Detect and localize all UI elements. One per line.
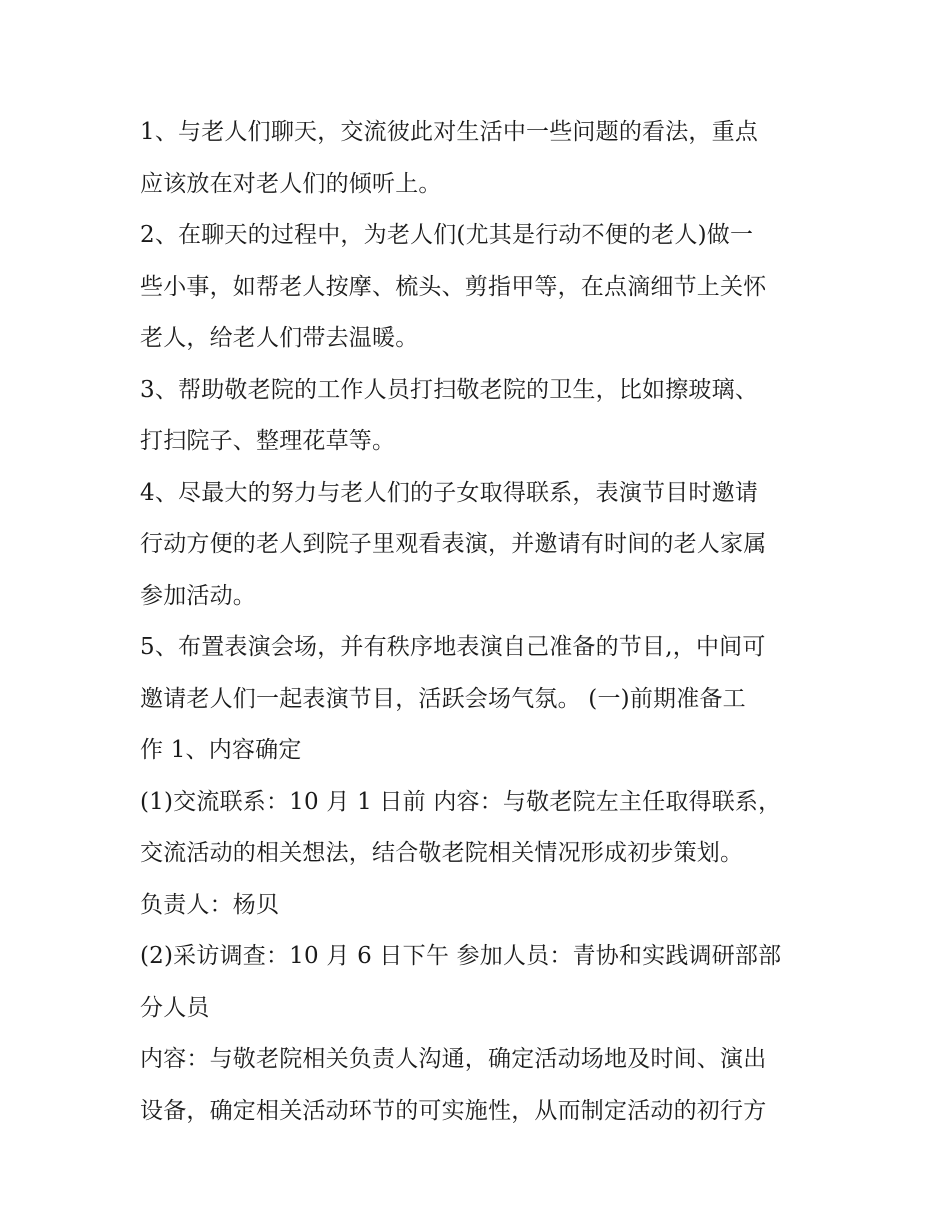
text-line: 1、与老人们聊天，交流彼此对生活中一些问题的看法，重点	[140, 119, 759, 145]
text-line: 3、帮助敬老院的工作人员打扫敬老院的卫生，比如擦玻璃、	[140, 376, 759, 403]
text-line: 2、在聊天的过程中，为老人们(尤其是行动不便的老人)做一	[140, 222, 754, 248]
text-line: 内容：与敬老院相关负责人沟通，确定活动场地及时间、演出	[140, 1046, 767, 1072]
text-line: (2)采访调查：10 月 6 日下午 参加人员：青协和实践调研部部	[140, 943, 782, 969]
text-line: 负责人：杨贝	[140, 891, 280, 918]
text-line: 应该放在对老人们的倾听上。	[140, 170, 442, 197]
text-line: 些小事，如帮老人按摩、梳头、剪指甲等，在点滴细节上关怀	[140, 273, 767, 300]
text-line: 分人员	[140, 994, 210, 1021]
text-line: 4、尽最大的努力与老人们的子女取得联系，表演节目时邀请	[140, 479, 759, 506]
text-line: 5、布置表演会场，并有秩序地表演自己准备的节目,，中间可	[140, 634, 766, 660]
text-line: 参加活动。	[140, 582, 256, 609]
text-line: 邀请老人们一起表演节目，活跃会场气氛。 (一)前期准备工	[140, 685, 746, 712]
text-line: (1)交流联系：10 月 1 日前 内容：与敬老院左主任取得联系，	[140, 788, 782, 815]
text-line: 老人，给老人们带去温暖。	[140, 325, 419, 351]
document-body	[140, 107, 830, 1137]
text-line: 设备，确定相关活动环节的可实施性，从而制定活动的初行方	[140, 1097, 767, 1124]
text-line: 交流活动的相关想法，结合敬老院相关情况形成初步策划。	[140, 840, 744, 866]
text-line: 作 1、内容确定	[140, 737, 302, 763]
text-line: 打扫院子、整理花草等。	[140, 428, 396, 454]
text-line: 行动方便的老人到院子里观看表演，并邀请有时间的老人家属	[140, 531, 767, 557]
